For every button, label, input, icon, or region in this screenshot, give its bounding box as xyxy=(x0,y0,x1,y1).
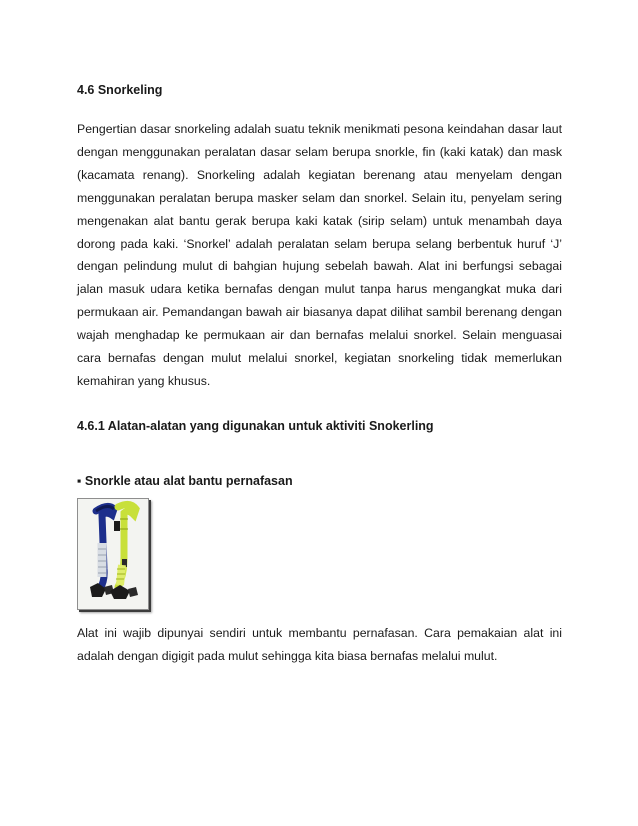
snorkel-photo-icon xyxy=(78,499,148,609)
section-paragraph: Pengertian dasar snorkeling adalah suatu teknik menikmati pesona keindahan dasar laut dengan menggunakan peralatan dasar selam berupa snorkle, fin (kaki katak) dan mask (kacamata renang). Snorkeling adalah kegiatan berenang atau menyelam dengan menggunakan peralatan berupa masker selam dan snorkel. Selain itu, penyelam sering mengenakan alat bantu gerak berupa kaki katak (sirip selam) untuk menambah daya dorong pada kaki. ‘Snorkel’ adalah peralatan selam berupa selang berbentuk huruf ‘J’ dengan pelindung mulut di bahgian hujung sebelah bawah. Alat ini berfungsi sebagai jalan masuk udara ketika bernafas dengan mulut tanpa harus mengangkat muka dari permukaan air. Pemandangan bawah air biasanya dapat dilihat sambil berenang dengan wajah menghadap ke permukaan air dan bernafas melalui snorkel. Selain menguasai cara bernafas dengan mulut melalui snorkel, kegiatan snorkeling tidak memerlukan kemahiran yang khusus. xyxy=(77,122,562,388)
snorkel-photo xyxy=(77,498,149,610)
item-paragraph: Alat ini wajib dipunyai sendiri untuk membantu pernafasan. Cara pemakaian alat ini adalah dengan digigit pada mulut sehingga kita biasa bernafas melalui mulut. xyxy=(77,626,562,663)
section-heading: 4.6 Snorkeling xyxy=(77,83,163,97)
subsection-heading: 4.6.1 Alatan-alatan yang digunakan untuk aktiviti Snokerling xyxy=(77,419,434,433)
item-heading: ▪ Snorkle atau alat bantu pernafasan xyxy=(77,474,293,488)
